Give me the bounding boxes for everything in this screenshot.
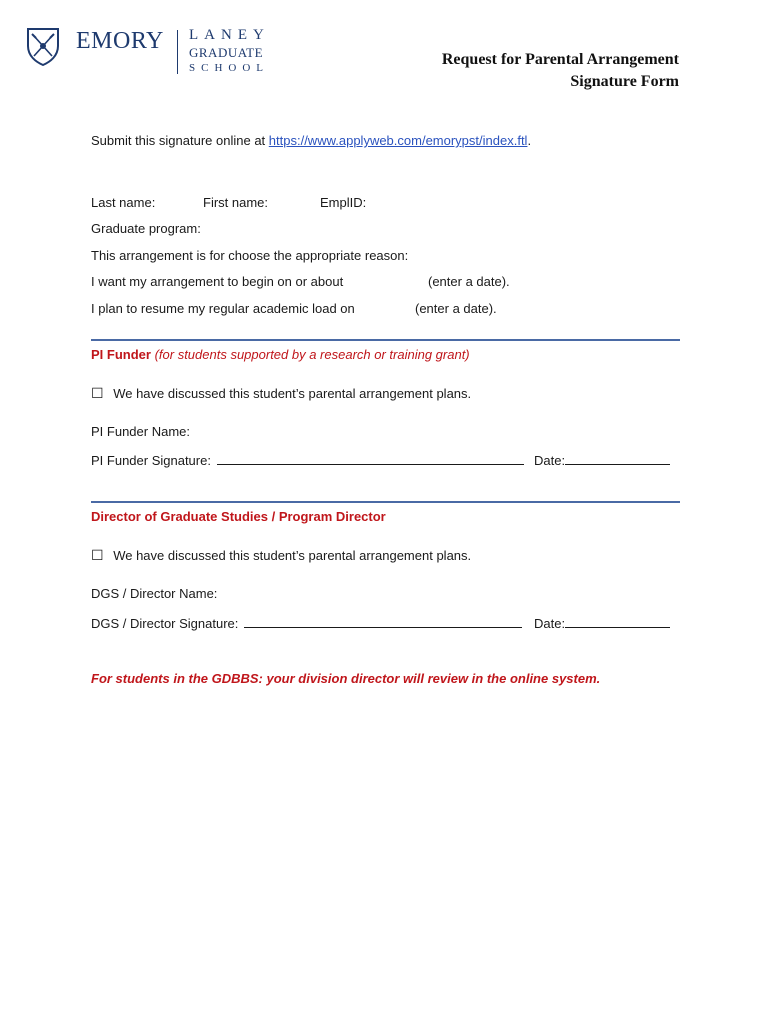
emory-shield-icon — [25, 26, 61, 66]
dgs-checkbox-label: We have discussed this student’s parental arrangement plans. — [113, 548, 472, 563]
logo-school-text: SCHOOL — [189, 62, 270, 74]
dgs-checkbox-row[interactable] — [91, 547, 471, 564]
pi-date-label: Date: — [534, 453, 566, 468]
intro-prefix: Submit this signature online at — [91, 133, 269, 148]
intro-text — [91, 133, 531, 148]
intro-suffix: . — [527, 133, 532, 148]
logo-divider — [177, 30, 178, 74]
dgs-section-heading: Director of Graduate Studies / Program Director — [91, 509, 386, 524]
begin-date-hint: (enter a date). — [428, 274, 510, 289]
dgs-signature-row — [91, 615, 522, 631]
first-name-label: First name: — [203, 195, 269, 210]
logo-laney-text: LANEY — [189, 27, 270, 43]
dgs-date-row — [534, 615, 670, 631]
checkbox-icon[interactable]: ☐ — [91, 547, 104, 563]
dgs-date-label: Date: — [534, 616, 566, 631]
dgs-signature-label: DGS / Director Signature: — [91, 616, 239, 631]
page-title — [442, 49, 679, 93]
emplid-label: EmplID: — [320, 195, 367, 210]
pi-section-rule — [91, 339, 680, 341]
pi-checkbox-label: We have discussed this student’s parental arrangement plans. — [113, 386, 472, 401]
title-line-1: Request for Parental Arrangement — [441, 51, 679, 68]
resume-date-hint: (enter a date). — [415, 301, 497, 316]
logo-graduate-text: GRADUATE — [189, 45, 264, 60]
pi-signature-row — [91, 452, 524, 468]
pi-date-row — [534, 452, 670, 468]
pi-checkbox-row[interactable] — [91, 385, 471, 402]
title-line-2: Signature Form — [570, 73, 679, 90]
pi-name-label: PI Funder Name: — [91, 424, 190, 439]
pi-signature-label: PI Funder Signature: — [91, 453, 211, 468]
pi-signature-line[interactable] — [217, 452, 524, 465]
checkbox-icon[interactable]: ☐ — [91, 385, 104, 401]
resume-date-label: I plan to resume my regular academic load on — [91, 301, 355, 316]
last-name-label: Last name: — [91, 195, 156, 210]
gdbbs-note: For students in the GDBBS: your division director will review in the online system. — [91, 671, 601, 686]
pi-date-line[interactable] — [565, 452, 670, 465]
dgs-signature-line[interactable] — [244, 615, 522, 628]
dgs-section-rule — [91, 501, 680, 503]
logo-emory-text: EMORY — [76, 28, 164, 54]
dgs-name-label: DGS / Director Name: — [91, 586, 218, 601]
begin-date-label: I want my arrangement to begin on or about — [91, 274, 344, 289]
pi-heading-text: PI Funder — [91, 347, 151, 362]
dgs-date-line[interactable] — [565, 615, 670, 628]
graduate-program-label: Graduate program: — [91, 221, 201, 236]
pi-subheading-text: (for students supported by a research or training grant) — [154, 347, 470, 362]
reason-label: This arrangement is for choose the appropriate reason: — [91, 248, 409, 263]
submission-link[interactable]: https://www.applyweb.com/emorypst/index.ftl — [268, 133, 528, 148]
pi-section-heading — [91, 347, 470, 362]
